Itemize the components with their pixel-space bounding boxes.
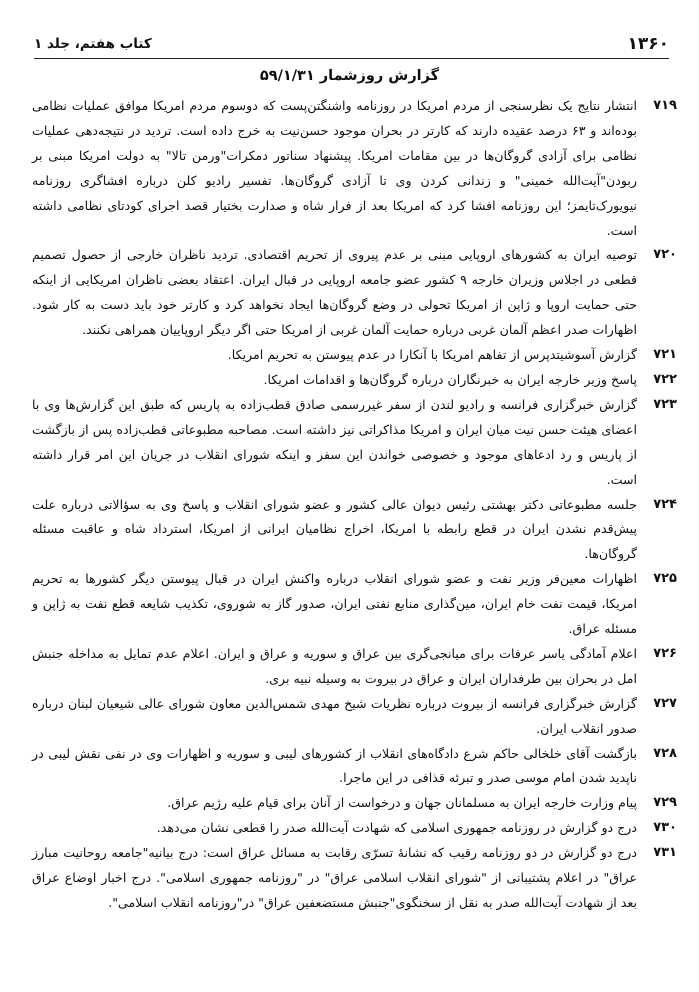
entry-721 (32, 343, 677, 368)
entry-720 (32, 243, 677, 343)
entry-number: ۷۲۶ (653, 645, 677, 661)
report-title: گزارش روزشمار ۵۹/۱/۳۱ (259, 68, 440, 84)
entry-726 (32, 642, 677, 692)
entry-text: گزارش خبرگزاری فرانسه از بیروت درباره نظریات شیخ مهدی شمس‌الدین معاون شورای عالی شیعیان لبنان درباره صدور انقلاب ایران. (32, 695, 637, 736)
page-number: ۱۳۶۰ (627, 34, 669, 54)
entry-number: ۷۲۵ (653, 571, 677, 587)
entry-number: ۷۲۲ (653, 371, 677, 387)
entry-722 (32, 368, 677, 393)
entry-728 (32, 742, 677, 792)
entry-text: پیام وزارت خارجه ایران به مسلمانان جهان و درخواست از آنان برای قیام علیه رژیم عراق. (167, 795, 637, 811)
entry-727 (32, 692, 677, 742)
entry-number: ۷۲۳ (653, 396, 677, 412)
entry-text: اعلام آمادگی یاسر عرفات برای میانجی‌گری بین عراق و سوریه و عراق و ایران. اعلام عدم تمایل به مداخله جنبش امل در بحران بین طرفداران ایران و عراق در بیروت به وسیله نبیه بری. (32, 645, 637, 686)
entry-725 (32, 567, 677, 642)
entry-number: ۷۲۷ (653, 695, 677, 711)
entry-text: جلسه مطبوعاتی دکتر بهشتی رئیس دیوان عالی کشور و عضو شورای انقلاب و پاسخ وی به سؤالاتی درباره علت پیش‌قدم نشدن ایران در قطع رابطه با امریکا، اخراج نظامیان ایرانی از امریکا، استرداد شاه و عاقبت مسئله گروگان‌ها. (32, 496, 637, 562)
entry-text: بازگشت آقای خلخالی حاکم شرع دادگاه‌های انقلاب از کشورهای لیبی و سوریه و اظهارات وی در نفی نقش لیبی در ناپدید شدن امام موسی صدر و تبرئه قذافی در این ماجرا. (32, 745, 637, 786)
entry-text: درج دو گزارش در دو روزنامه رقیب که نشانهٔ تسرّی رقابت به مسائل عراق است: درج بیانیه"جامعه روحانیت مبارز عراق" در اعلام پشتیبانی از "شورای انقلاب اسلامی عراق" در "روزنامه جمهوری اسلامی". درج اخبار اوضاع عراق بعد از شهادت آیت‌الله صدر به نقل از سخنگوی"جنبش مستضعفین عراق" در"روزنامه انقلاب اسلامی". (32, 845, 637, 910)
entry-text: توصیه ایران به کشورهای اروپایی مبنی بر عدم پیروی از تحریم اقتصادی. تردید ناظران خارجی از حصول تصمیم قطعی در اجلاس وزیران خارجه ۹ کشور عضو جامعه اروپایی در قبال ایران. اعتقاد بعضی ناظران امریکایی از اینکه حتی حمایت اروپا و ژاپن از امریکا تحولی در وضع گروگان‌ها ایجاد نخواهد کرد و کارتر خود باید دست به کار شود. اظهارات صدر اعظم آلمان غربی درباره حمایت آلمان غربی از امریکا حتی اگر دیگر اروپاییان همراهی نکنند. (32, 247, 638, 338)
entry-number: ۷۳۰ (653, 820, 677, 836)
entry-number: ۷۲۴ (653, 496, 677, 512)
entry-text: درج دو گزارش در روزنامه جمهوری اسلامی که شهادت آیت‌الله صدر را قطعی نشان می‌دهد. (156, 820, 637, 836)
page-header (34, 32, 669, 59)
entry-text: گزارش آسوشیتدپرس از تفاهم امریکا با آنکارا در عدم پیوستن به تحریم امریکا. (227, 347, 637, 363)
entry-730 (32, 816, 677, 841)
entry-724 (32, 493, 677, 568)
entry-719 (32, 94, 677, 243)
entry-723 (32, 393, 677, 493)
entry-number: ۷۳۱ (653, 845, 677, 861)
entry-text: پاسخ وزیر خارجه ایران به خبرنگاران درباره گروگان‌ها و اقدامات امریکا. (263, 371, 637, 387)
entry-number: ۷۱۹ (653, 98, 677, 113)
book-title: کتاب هفتم، جلد ۱ (34, 36, 152, 52)
entry-731 (32, 841, 677, 916)
entry-number: ۷۲۹ (653, 795, 677, 811)
entries-list (32, 94, 677, 992)
entry-number: ۷۲۸ (653, 745, 677, 761)
entry-text: انتشار نتایج یک نظرسنجی از مردم امریکا در روزنامه واشنگتن‌پست که دوسوم مردم امریکا موافق عملیات نظامی بوده‌اند و ۶۳ درصد عقیده دارند که کارتر در بحران موجود حسن‌نیت به خرج داده است. تردید در نتیجه‌دهی عملیات نظامی برای آزادی گروگان‌ها در بین مقامات امریکا. پیشنهاد سناتور دمکرات"ورمن تالا" به دولت امریکا مبنی بر ربودن"آیت‌الله خمینی" و زندانی کردن وی تا آزادی گروگان‌ها. تفسیر رادیو کلن درباره افشاگری روزنامه نیویورک‌تایمز؛ این روزنامه افشا کرد که امریکا بعد از فرار شاه و صدارت بختیار قصد اجرای کودتای نظامی داشته است. (32, 98, 637, 238)
entry-text: گزارش خبرگزاری فرانسه و رادیو لندن از سفر غیررسمی صادق قطب‌زاده به پاریس که طبق این گزارش‌ها وی با اعضای هیئت حسن نیت میان ایران و امریکا مذاکراتی نیز داشته است. مصاحبه مطبوعاتی قطب‌زاده پس از بازگشت از پاریس و رد ادعاهای موجود و خصوصی خواندن این سفر و اینکه شورای انقلاب در جریان این امر قرار داشته است. (32, 396, 637, 487)
entry-number: ۷۲۰ (653, 247, 677, 263)
entry-text: اظهارات معین‌فر وزیر نفت و عضو شورای انقلاب درباره واکنش ایران در قبال پیوستن دیگر کشورها به تحریم امریکا، قیمت نفت خام ایران، مین‌گذاری منابع نفتی ایران، صدور گاز به شوروی، تکذیب شایعه قطع نفت به ژاپن و مسئله عراق. (32, 571, 637, 637)
entry-number: ۷۲۱ (653, 347, 677, 363)
entry-729 (32, 791, 677, 816)
